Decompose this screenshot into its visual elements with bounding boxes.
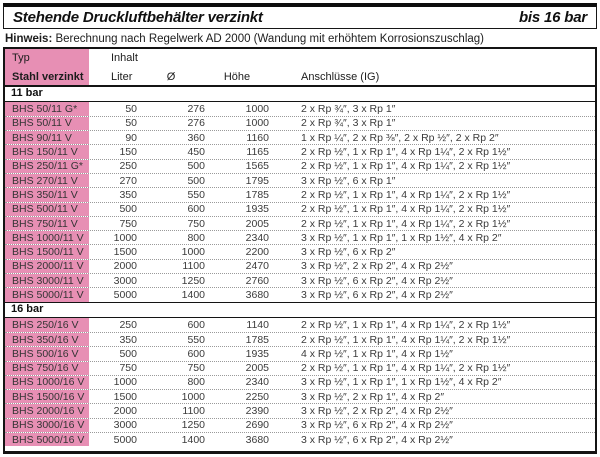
diameter-cell: 1000 [181,390,205,403]
tank-type-cell: BHS 1500/11 V [5,245,89,258]
capacity-cell: 2000 [113,260,137,273]
table-row [5,187,595,201]
connections-cell: 1 x Rp ¼″, 2 x Rp ⅜″, 2 x Rp ½″, 2 x Rp 2″ [301,131,499,144]
table-row [5,389,595,403]
height-cell: 1935 [245,203,269,216]
table-row [5,116,595,130]
section-16bar [5,302,595,447]
tank-type-cell: BHS 3000/11 V [5,274,89,287]
tank-type-cell: BHS 150/11 V [5,145,89,158]
height-cell: 2760 [245,274,269,287]
diameter-cell: 1000 [181,246,205,259]
connections-cell: 2 x Rp ½″, 1 x Rp 1″, 4 x Rp 1¼″, 2 x Rp 1½″ [301,203,511,216]
diameter-cell: 600 [187,318,205,331]
tank-type-cell: BHS 270/11 V [5,174,89,187]
table-row [5,287,595,301]
diameter-cell: 360 [187,131,205,144]
connections-cell: 3 x Rp ½″, 6 x Rp 2″, 4 x Rp 2½″ [301,289,453,301]
title-bar [3,3,597,29]
diameter-cell: 1400 [181,433,205,446]
connections-cell: 4 x Rp ½″, 1 x Rp 1″, 4 x Rp 1½″ [301,347,453,360]
column-header-typ [5,49,89,85]
capacity-cell: 5000 [113,289,137,301]
rows-11bar [5,102,595,302]
height-cell: 1000 [245,102,269,115]
diameter-cell: 750 [187,217,205,230]
diameter-cell: 1250 [181,419,205,432]
tank-type-cell: BHS 50/11 G* [5,102,89,116]
connections-cell: 3 x Rp ½″, 6 x Rp 1″ [301,174,396,187]
diameter-cell: 600 [187,347,205,360]
height-cell: 2690 [245,419,269,432]
height-cell: 2005 [245,362,269,375]
tank-type-cell: BHS 50/11 V [5,117,89,130]
height-cell: 2390 [245,405,269,418]
column-header-diameter: Ø [166,71,176,83]
column-header-inhalt [89,49,137,85]
tank-type-cell: BHS 5000/11 V [5,288,89,301]
tank-type-cell: BHS 750/16 V [5,362,89,375]
capacity-cell: 50 [125,102,137,115]
connections-cell: 3 x Rp ½″, 6 x Rp 2″, 4 x Rp 2½″ [301,433,453,446]
capacity-cell: 350 [119,188,137,201]
capacity-cell: 750 [119,362,137,375]
tank-type-cell: BHS 750/11 V [5,217,89,230]
table-row [5,173,595,187]
height-cell: 1785 [245,188,269,201]
table-row [5,130,595,144]
tank-type-cell: BHS 350/16 V [5,333,89,346]
table-row [5,332,595,346]
section-11bar [5,87,595,302]
tank-type-cell: BHS 2000/16 V [5,404,89,417]
diameter-cell: 800 [187,231,205,244]
note-line [5,33,597,45]
capacity-cell: 1500 [113,246,137,259]
table-row [5,259,595,273]
tank-type-cell: BHS 250/11 G* [5,160,89,173]
tank-type-cell: BHS 1000/16 V [5,376,89,389]
capacity-cell: 250 [119,160,137,173]
diameter-cell: 276 [187,102,205,115]
connections-cell: 3 x Rp ½″, 6 x Rp 2″ [301,246,396,259]
inhalt-header-line1: Inhalt [111,52,138,64]
connections-cell: 2 x Rp ½″, 1 x Rp 1″, 4 x Rp 1¼″, 2 x Rp 1½″ [301,146,511,159]
connections-cell: 3 x Rp ½″, 2 x Rp 2″, 4 x Rp 2½″ [301,405,453,418]
capacity-cell: 250 [119,318,137,331]
table-row [5,432,595,446]
capacity-cell: 50 [125,117,137,130]
table-row [5,346,595,360]
height-cell: 2470 [245,260,269,273]
tank-type-cell: BHS 90/11 V [5,131,89,144]
capacity-cell: 90 [125,131,137,144]
connections-cell: 3 x Rp ½″, 6 x Rp 2″, 4 x Rp 2½″ [301,274,453,287]
capacity-cell: 2000 [113,405,137,418]
tank-type-cell: BHS 1000/11 V [5,231,89,244]
height-cell: 2005 [245,217,269,230]
note-label: Hinweis: [5,33,53,45]
height-cell: 1795 [245,174,269,187]
diameter-cell: 500 [187,174,205,187]
pressure-rating-label: bis 16 bar [518,9,587,26]
note-text: Berechnung nach Regelwerk AD 2000 (Wandung mit erhöhtem Korrosionszuschlag) [52,33,484,45]
capacity-cell: 1000 [113,231,137,244]
capacity-cell: 500 [119,347,137,360]
capacity-cell: 1000 [113,376,137,389]
table-row [5,216,595,230]
tank-type-cell: BHS 3000/16 V [5,419,89,432]
height-cell: 1935 [245,347,269,360]
capacity-cell: 350 [119,333,137,346]
height-cell: 2340 [245,376,269,389]
connections-cell: 2 x Rp ¾″, 3 x Rp 1″ [301,102,396,115]
table-row [5,318,595,332]
table-row [5,159,595,173]
connections-cell: 3 x Rp ½″, 2 x Rp 2″, 4 x Rp 2½″ [301,260,453,273]
capacity-cell: 750 [119,217,137,230]
table-row [5,375,595,389]
capacity-cell: 3000 [113,419,137,432]
column-header-height: Höhe [223,71,251,83]
connections-cell: 2 x Rp ½″, 1 x Rp 1″, 4 x Rp 1¼″, 2 x Rp 1½″ [301,318,511,331]
table-header [5,49,595,87]
diameter-cell: 1400 [181,289,205,301]
table-row [5,144,595,158]
tank-type-cell: BHS 350/11 V [5,188,89,201]
height-cell: 3680 [245,433,269,446]
connections-cell: 2 x Rp ½″, 1 x Rp 1″, 4 x Rp 1¼″, 2 x Rp 1½″ [301,160,511,173]
connections-cell: 3 x Rp ½″, 1 x Rp 1″, 1 x Rp 1½″, 4 x Rp 2″ [301,376,502,389]
table-row [5,403,595,417]
tank-type-cell: BHS 5000/16 V [5,433,89,446]
section-header-16bar: 16 bar [5,302,595,318]
tank-type-cell: BHS 500/16 V [5,347,89,360]
height-cell: 1160 [246,131,269,144]
connections-cell: 3 x Rp ½″, 1 x Rp 1″, 1 x Rp 1½″, 4 x Rp 2″ [301,231,502,244]
diameter-cell: 1250 [181,274,205,287]
height-cell: 1565 [245,160,269,173]
connections-cell: 3 x Rp ½″, 2 x Rp 1″, 4 x Rp 2″ [301,390,445,403]
connections-cell: 2 x Rp ½″, 1 x Rp 1″, 4 x Rp 1¼″, 2 x Rp 1½″ [301,362,511,375]
tank-type-cell: BHS 500/11 V [5,203,89,216]
diameter-cell: 800 [187,376,205,389]
table-row [5,202,595,216]
column-header-connections: Anschlüsse (IG) [301,71,380,83]
spec-table [3,47,597,454]
typ-header-line2: Stahl verzinkt [12,71,84,83]
capacity-cell: 5000 [113,433,137,446]
height-cell: 1785 [245,333,269,346]
table-row [5,102,595,116]
table-row [5,361,595,375]
diameter-cell: 450 [187,146,205,159]
typ-header-line1: Typ [12,52,30,64]
table-row [5,418,595,432]
diameter-cell: 1100 [182,260,205,273]
section-header-11bar: 11 bar [5,87,595,102]
product-title: Stehende Druckluftbehälter verzinkt [13,9,263,26]
capacity-cell: 500 [119,203,137,216]
connections-cell: 2 x Rp ½″, 1 x Rp 1″, 4 x Rp 1¼″, 2 x Rp 1½″ [301,188,511,201]
height-cell: 1165 [246,146,269,159]
height-cell: 2340 [245,231,269,244]
diameter-cell: 550 [187,333,205,346]
inhalt-header-line2: Liter [111,71,133,83]
height-cell: 2200 [245,246,269,259]
height-cell: 2250 [245,390,269,403]
height-cell: 3680 [245,289,269,301]
diameter-cell: 276 [187,117,205,130]
connections-cell: 3 x Rp ½″, 6 x Rp 2″, 4 x Rp 2½″ [301,419,453,432]
connections-cell: 2 x Rp ½″, 1 x Rp 1″, 4 x Rp 1¼″, 2 x Rp 1½″ [301,333,511,346]
tank-type-cell: BHS 1500/16 V [5,390,89,403]
capacity-cell: 270 [119,174,137,187]
table-row [5,230,595,244]
height-cell: 1140 [246,318,269,331]
capacity-cell: 150 [119,146,137,159]
rows-16bar [5,318,595,447]
diameter-cell: 600 [187,203,205,216]
table-row [5,244,595,258]
connections-cell: 2 x Rp ½″, 1 x Rp 1″, 4 x Rp 1¼″, 2 x Rp 1½″ [301,217,511,230]
capacity-cell: 1500 [113,390,137,403]
table-row [5,273,595,287]
diameter-cell: 500 [187,160,205,173]
diameter-cell: 1100 [182,405,205,418]
diameter-cell: 750 [187,362,205,375]
height-cell: 1000 [245,117,269,130]
capacity-cell: 3000 [113,274,137,287]
diameter-cell: 550 [187,188,205,201]
connections-cell: 2 x Rp ¾″, 3 x Rp 1″ [301,117,396,130]
tank-type-cell: BHS 250/16 V [5,318,89,332]
tank-type-cell: BHS 2000/11 V [5,260,89,273]
